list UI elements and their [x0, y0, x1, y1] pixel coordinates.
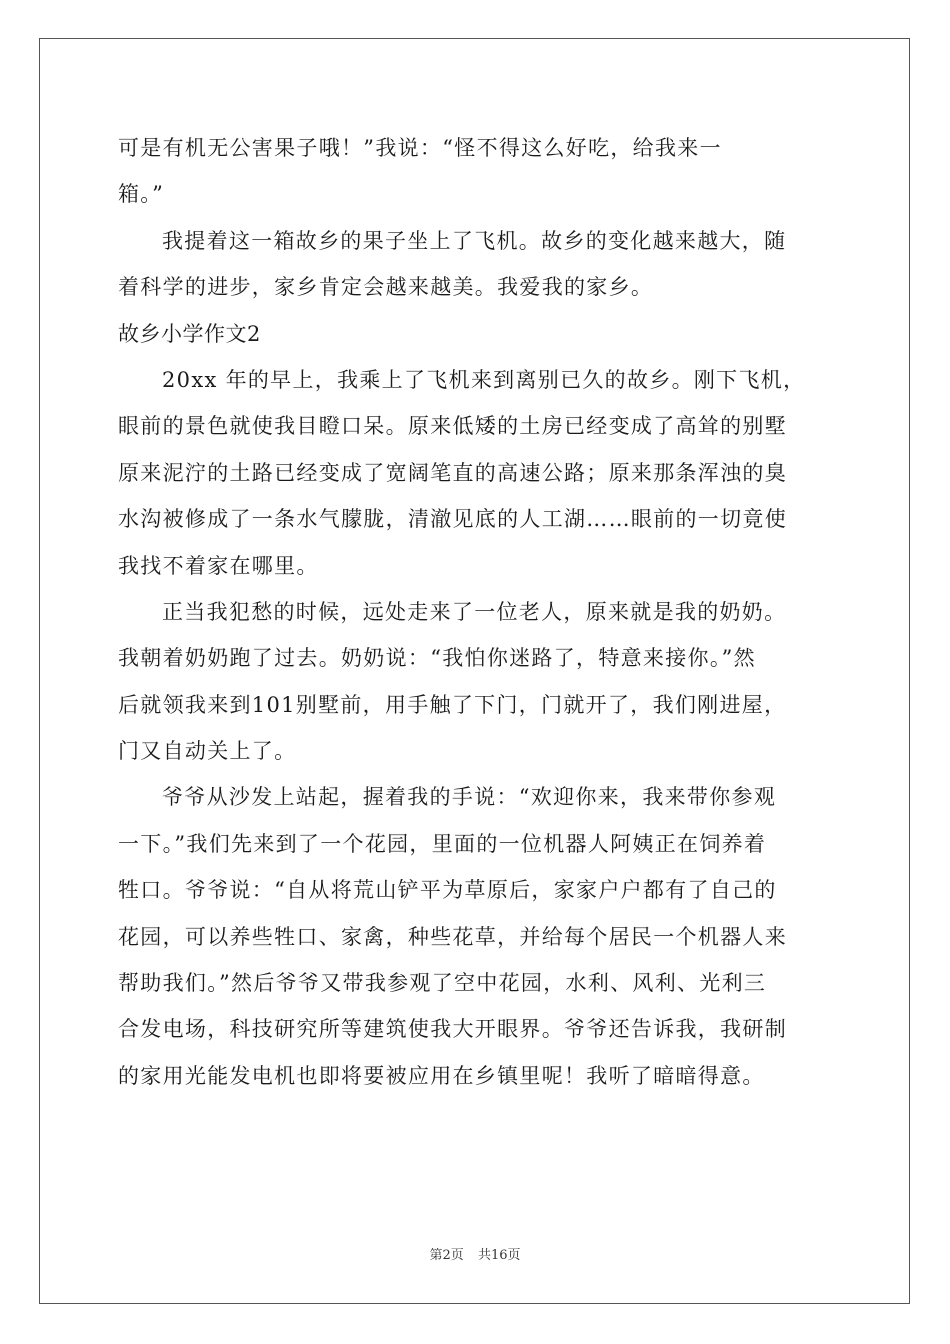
text-line: 后就领我来到101别墅前，用手触了下门，门就开了，我们刚进屋，	[118, 692, 787, 717]
paragraph-start: 正当我犯愁的时候，远处走来了一位老人，原来就是我的奶奶。	[162, 599, 787, 624]
text-line: 眼前的景色就使我目瞪口呆。原来低矮的土房已经变成了高耸的别墅	[118, 414, 787, 439]
paragraph-start: 20xx 年的早上，我乘上了飞机来到离别已久的故乡。刚下飞机，	[162, 367, 806, 392]
text-line: 帮助我们。”然后爷爷又带我参观了空中花园，水利、风利、光利三	[118, 971, 767, 996]
text-line: 水沟被修成了一条水气朦胧，清澈见底的人工湖……眼前的一切竟使	[118, 507, 787, 532]
text-line: 花园，可以养些牲口、家禽，种些花草，并给每个居民一个机器人来	[118, 924, 787, 949]
page-footer	[0, 1244, 950, 1263]
text-line: 我朝着奶奶跑了过去。奶奶说：“我怕你迷路了，特意来接你。”然	[118, 646, 756, 671]
text-line: 着科学的进步，家乡肯定会越来越美。我爱我的家乡。	[118, 275, 654, 300]
text-line: 合发电场，科技研究所等建筑使我大开眼界。爷爷还告诉我，我研制	[118, 1017, 787, 1042]
page-number: 第2页	[429, 1248, 464, 1263]
text-line: 原来泥泞的土路已经变成了宽阔笔直的高速公路；原来那条浑浊的臭	[118, 460, 787, 485]
total-pages: 共16页	[477, 1248, 521, 1263]
paragraph-start: 我提着这一箱故乡的果子坐上了飞机。故乡的变化越来越大，随	[162, 228, 787, 253]
text-line: 牲口。爷爷说：“自从将荒山铲平为草原后，家家户户都有了自己的	[118, 878, 777, 903]
text-line: 一下。”我们先来到了一个花园，里面的一位机器人阿姨正在饲养着	[118, 831, 767, 856]
text-line: 的家用光能发电机也即将要被应用在乡镇里呢！我听了暗暗得意。	[118, 1063, 765, 1088]
paragraph-start: 爷爷从沙发上站起，握着我的手说：“欢迎你来，我来带你参观	[162, 785, 777, 810]
document-body	[118, 125, 838, 1099]
text-line: 门又自动关上了。	[118, 739, 297, 764]
text-line: 可是有机无公害果子哦！”我说：“怪不得这么好吃，给我来一	[118, 136, 722, 160]
text-line: 箱。”	[118, 182, 165, 207]
text-line: 我找不着家在哪里。	[118, 553, 319, 578]
section-heading: 故乡小学作文2	[118, 321, 261, 346]
